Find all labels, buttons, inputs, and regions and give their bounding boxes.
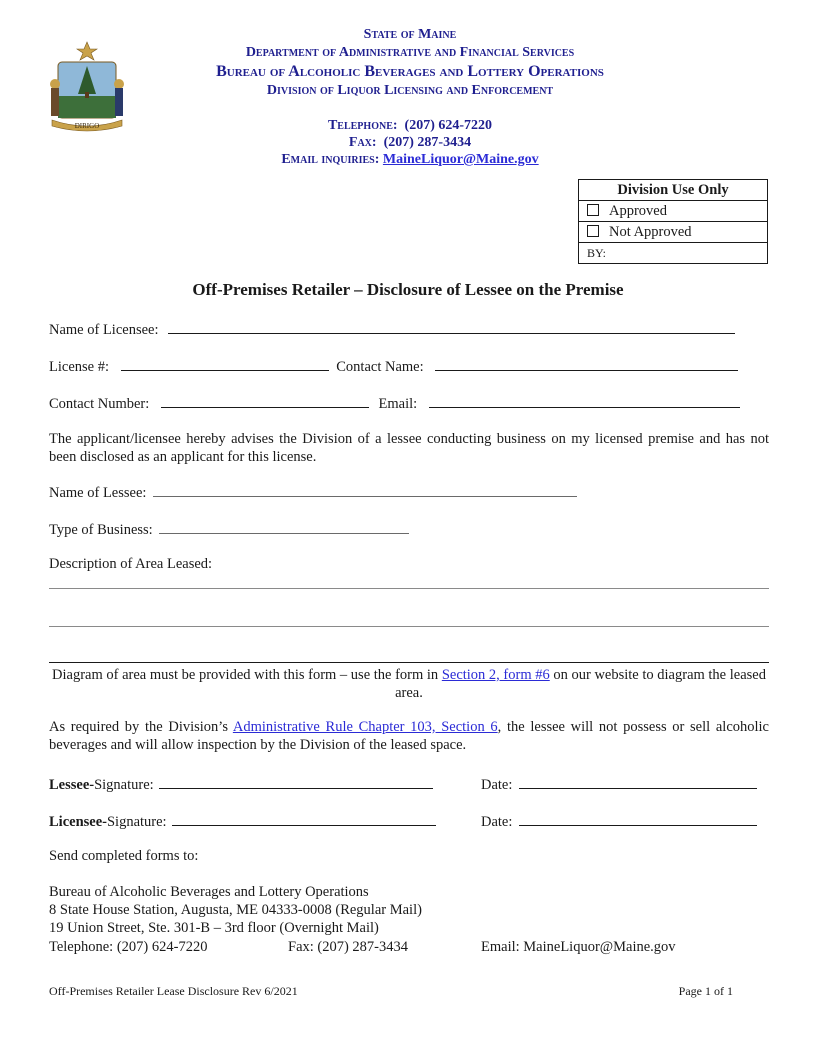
lessee-name-row: Name of Lessee:: [49, 482, 577, 502]
lessee-signature-row: Lessee-Signature:: [49, 774, 433, 794]
footer-page-number: Page 1 of 1: [678, 984, 733, 998]
contact-name-input[interactable]: [435, 356, 738, 371]
send-to-line2: 8 State House Station, Augusta, ME 04333-0008 (Regular Mail): [49, 902, 422, 918]
header-department: Department of Administrative and Financial Services: [245, 45, 575, 60]
area-description-line-1[interactable]: [49, 588, 769, 589]
diagram-note: Diagram of area must be provided with this form – use the form in Section 2, form #6 on our website to diagram the leased area.: [52, 667, 766, 701]
header-state: State of Maine: [363, 27, 457, 42]
licensee-signature-input[interactable]: [172, 811, 436, 826]
send-to-label: Send completed forms to:: [49, 848, 199, 864]
by-field[interactable]: BY:: [579, 243, 768, 264]
admin-rule-link[interactable]: Administrative Rule Chapter 103, Section 6: [232, 719, 498, 735]
header-email: Email inquiries: MaineLiquor@Maine.gov: [281, 152, 539, 167]
email-link[interactable]: MaineLiquor@Maine.gov: [382, 152, 539, 167]
approved-row[interactable]: Approved: [579, 201, 768, 222]
rule-text: As required by the Division’s Administrative Rule Chapter 103, Section 6, the lessee will not possess or sell alcoholic beverages and will allow inspection by the Division of the leased space.: [49, 719, 769, 753]
advisory-text: The applicant/licensee hereby advises the Division of a lessee conducting business on my licensed premise and has not been disclosed as an applicant for this license.: [49, 431, 769, 465]
email-input[interactable]: [429, 393, 740, 408]
contact-number-input[interactable]: [161, 393, 369, 408]
licensee-date-row: Date:: [481, 811, 757, 831]
header-bureau: Bureau of Alcoholic Beverages and Lottery Operations: [216, 63, 604, 80]
lessee-name-input[interactable]: [153, 482, 577, 497]
form-title: Off-Premises Retailer – Disclosure of Lessee on the Premise: [192, 280, 624, 299]
not-approved-row[interactable]: Not Approved: [579, 222, 768, 243]
division-use-box: [578, 179, 768, 264]
contact-number-row: Contact Number: Email:: [49, 393, 740, 413]
header-fax: Fax: (207) 287-3434: [348, 135, 472, 150]
section2-form6-link[interactable]: Section 2, form #6: [441, 667, 550, 683]
licensee-date-input[interactable]: [519, 811, 757, 826]
lessee-date-row: Date:: [481, 774, 757, 794]
header-division: Division of Liquor Licensing and Enforcement: [266, 83, 554, 98]
not-approved-checkbox[interactable]: [587, 225, 599, 237]
business-type-row: Type of Business:: [49, 519, 409, 539]
licensee-name-input[interactable]: [168, 319, 735, 334]
area-description-line-2[interactable]: [49, 626, 769, 627]
area-description-line-3[interactable]: [49, 662, 769, 663]
license-number-input[interactable]: [121, 356, 329, 371]
svg-text:DIRIGO: DIRIGO: [74, 122, 100, 130]
lessee-date-input[interactable]: [519, 774, 757, 789]
send-to-fax: Fax: (207) 287-3434: [288, 939, 409, 955]
division-use-title: Division Use Only: [579, 180, 768, 201]
send-to-email: Email: MaineLiquor@Maine.gov: [481, 939, 676, 955]
licensee-name-row: Name of Licensee:: [49, 319, 735, 339]
license-contact-row: License #: Contact Name:: [49, 356, 738, 376]
approved-checkbox[interactable]: [587, 204, 599, 216]
send-to-line3: 19 Union Street, Ste. 301-B – 3rd floor (Overnight Mail): [49, 920, 379, 936]
area-description-label: Description of Area Leased:: [49, 556, 213, 572]
lessee-signature-input[interactable]: [159, 774, 433, 789]
header-telephone: Telephone: (207) 624-7220: [327, 118, 493, 133]
send-to-line1: Bureau of Alcoholic Beverages and Lottery Operations: [49, 884, 369, 900]
licensee-signature-row: Licensee-Signature:: [49, 811, 436, 831]
business-type-input[interactable]: [159, 519, 409, 534]
send-to-telephone: Telephone: (207) 624-7220: [49, 939, 208, 955]
footer-form-name: Off-Premises Retailer Lease Disclosure Rev 6/2021: [49, 984, 298, 998]
